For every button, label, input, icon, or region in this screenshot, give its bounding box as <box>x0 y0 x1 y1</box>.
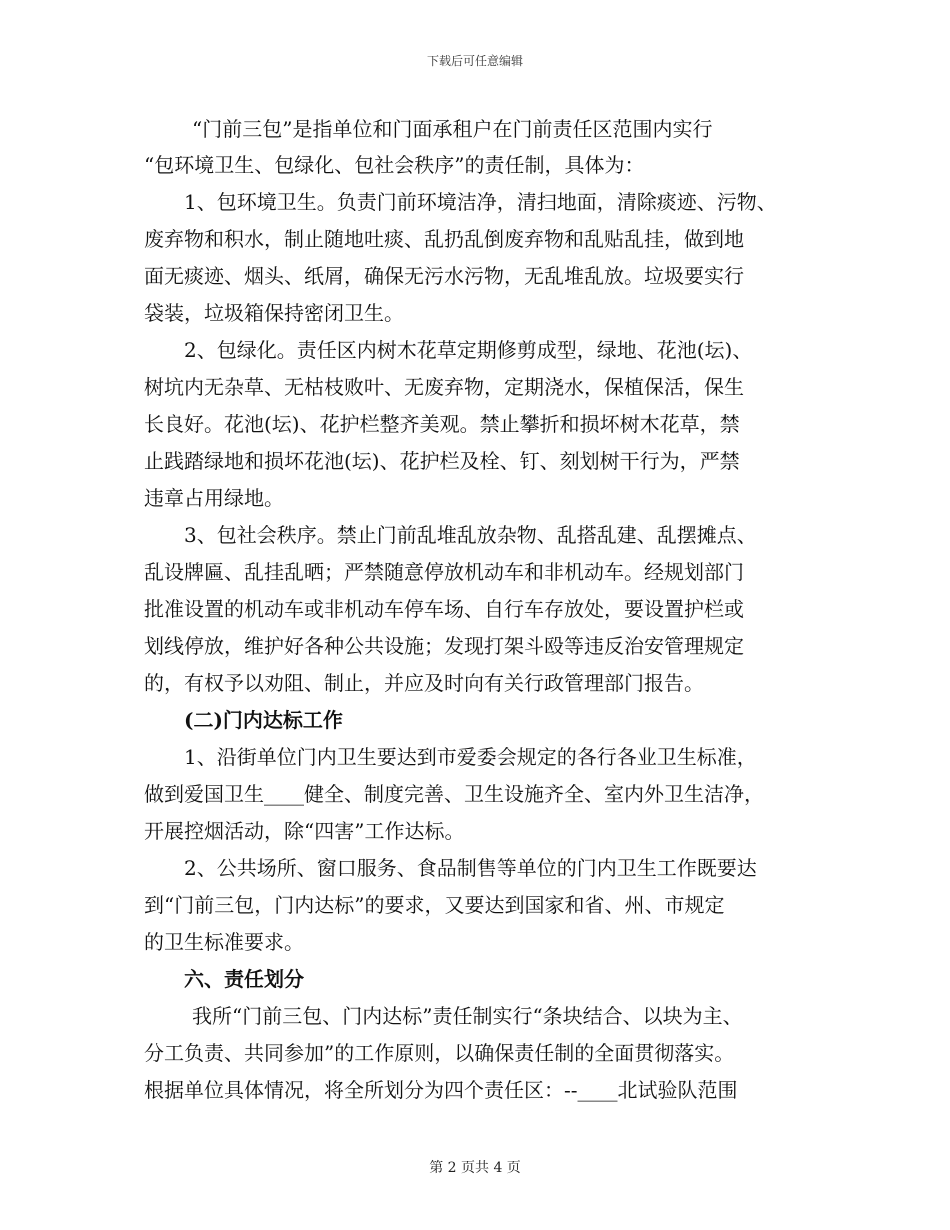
paragraph-line: 到“门前三包，门内达标”的要求，又要达到国家和省、州、市规定 <box>144 893 725 917</box>
section-heading: 六、责任划分 <box>184 967 304 991</box>
paragraph-line: 我所“门前三包、门内达标”责任制实行“条块结合、以块为主、 <box>192 1004 743 1028</box>
page-footer: 第 2 页共 4 页 <box>429 1160 521 1176</box>
paragraph-line: 违章占用绿地。 <box>144 486 284 510</box>
section-heading: (二)门内达标工作 <box>184 708 343 732</box>
document-body <box>144 111 814 1109</box>
paragraph-line: 根据单位具体情况，将全所划分为四个责任区：--____北试验队范围 <box>144 1078 738 1102</box>
paragraph-line: 开展控烟活动，除“四害”工作达标。 <box>144 819 465 843</box>
paragraph-line: “门前三包”是指单位和门面承租户在门前责任区范围内实行 <box>192 117 713 141</box>
paragraph-line: 1、包环境卫生。负责门前环境洁净，清扫地面，清除痰迹、污物、 <box>184 190 777 214</box>
paragraph-line: 树坑内无杂草、无枯枝败叶、无废弃物，定期浇水，保植保活，保生 <box>144 375 744 399</box>
paragraph-line: 2、公共场所、窗口服务、食品制售等单位的门内卫生工作既要达 <box>184 856 757 880</box>
paragraph-line: 批准设置的机动车或非机动车停车场、自行车存放处，要设置护栏或 <box>144 597 744 621</box>
paragraph-line: 3、包社会秩序。禁止门前乱堆乱放杂物、乱搭乱建、乱摆摊点、 <box>184 523 757 547</box>
paragraph-line: 的，有权予以劝阻、制止，并应及时向有关行政管理部门报告。 <box>144 671 704 695</box>
paragraph-line: 废弃物和积水，制止随地吐痰、乱扔乱倒废弃物和乱贴乱挂，做到地 <box>144 227 744 251</box>
paragraph-line: 的卫生标准要求。 <box>144 930 304 954</box>
paragraph-line: 乱设牌匾、乱挂乱晒；严禁随意停放机动车和非机动车。经规划部门 <box>144 560 744 584</box>
paragraph-line: 做到爱国卫生____健全、制度完善、卫生设施齐全、室内外卫生洁净， <box>144 782 764 806</box>
page-header: 下载后可任意编辑 <box>426 54 523 68</box>
paragraph-line: 2、包绿化。责任区内树木花草定期修剪成型，绿地、花池(坛)、 <box>184 338 753 362</box>
paragraph-line: 止践踏绿地和损坏花池(坛)、花护栏及栓、钉、刻划树干行为，严禁 <box>144 449 740 473</box>
paragraph-line: 面无痰迹、烟头、纸屑，确保无污水污物，无乱堆乱放。垃圾要实行 <box>144 264 744 288</box>
paragraph-line: 划线停放，维护好各种公共设施；发现打架斗殴等违反治安管理规定 <box>144 634 744 658</box>
paragraph-line: 1、沿街单位门内卫生要达到市爱委会规定的各行各业卫生标准， <box>184 745 757 769</box>
paragraph-line: 长良好。花池(坛)、花护栏整齐美观。禁止攀折和损坏树木花草，禁 <box>144 412 740 436</box>
paragraph-line: 袋装，垃圾箱保持密闭卫生。 <box>144 301 404 325</box>
paragraph-line: “包环境卫生、包绿化、包社会秩序”的责任制，具体为： <box>144 153 645 177</box>
paragraph-line: 分工负责、共同参加”的工作原则，以确保责任制的全面贯彻落实。 <box>144 1041 735 1065</box>
